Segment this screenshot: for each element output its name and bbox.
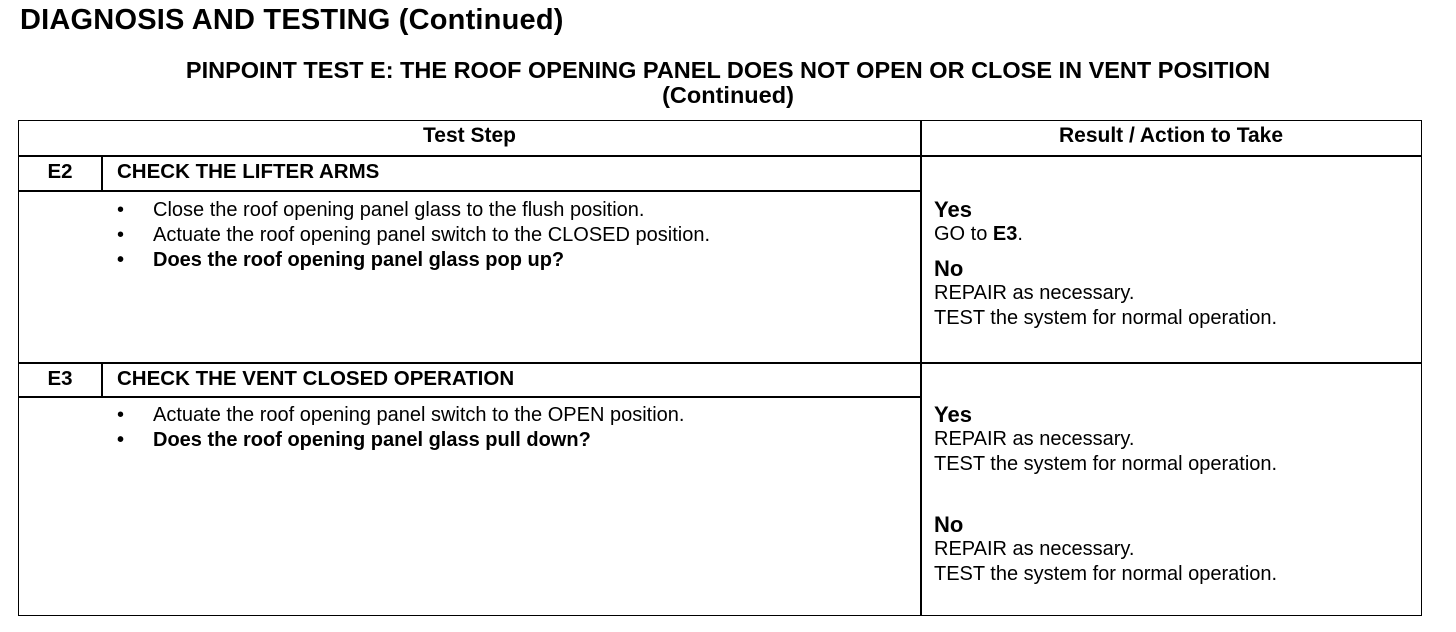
step-e3-results (934, 403, 1277, 587)
list-item: • Close the roof opening panel glass to the flush position. (117, 198, 710, 223)
result-no-action: TEST the system for normal operation. (934, 563, 1278, 585)
result-no-action: REPAIR as necessary. (934, 282, 1135, 304)
pinpoint-test-title-line2: (Continued) (662, 82, 794, 108)
page-title: DIAGNOSIS AND TESTING (Continued) (20, 4, 564, 36)
list-item: • Actuate the roof opening panel switch to the CLOSED position. (117, 223, 710, 248)
result-yes-label: Yes (934, 197, 972, 222)
step-e2-results (934, 198, 1277, 331)
list-item: • Does the roof opening panel glass pull down? (117, 428, 684, 453)
result-no-label: No (934, 256, 964, 281)
pinpoint-test-title-line1: PINPOINT TEST E: THE ROOF OPENING PANEL DOES NOT OPEN OR CLOSE IN VENT POSITION (185, 57, 1271, 83)
e3-id-divider (101, 362, 103, 397)
step-id-e2: E2 (47, 160, 73, 183)
result-yes-action-end: . (1017, 223, 1023, 245)
column-divider (920, 120, 922, 616)
step-e3-instructions (117, 403, 684, 453)
result-no-label: No (934, 512, 964, 537)
step-title-e2: CHECK THE LIFTER ARMS (117, 160, 380, 183)
list-item: • Does the roof opening panel glass pop up? (117, 248, 710, 273)
result-yes-action: TEST the system for normal operation. (934, 453, 1278, 475)
result-no-action: REPAIR as necessary. (934, 538, 1135, 560)
step-e2-instructions (117, 198, 710, 273)
result-yes-action-text: GO to (934, 223, 993, 245)
step-row-divider (18, 362, 1422, 364)
result-yes-target: E3 (992, 223, 1018, 245)
e3-title-divider (18, 396, 921, 398)
list-item: • Actuate the roof opening panel switch to the OPEN position. (117, 403, 684, 428)
column-header-test-step: Test Step (423, 124, 516, 147)
pinpoint-test-title (20, 58, 1436, 108)
e2-id-divider (101, 155, 103, 191)
result-yes-label: Yes (934, 402, 972, 427)
result-yes-action: REPAIR as necessary. (934, 428, 1135, 450)
step-id-e3: E3 (47, 367, 73, 390)
header-row-divider (18, 155, 1422, 157)
result-yes-action (934, 222, 1277, 247)
step-title-e3: CHECK THE VENT CLOSED OPERATION (117, 367, 515, 390)
e2-title-divider (18, 190, 921, 192)
result-no-action: TEST the system for normal operation. (934, 307, 1278, 329)
column-header-result: Result / Action to Take (1058, 124, 1284, 147)
